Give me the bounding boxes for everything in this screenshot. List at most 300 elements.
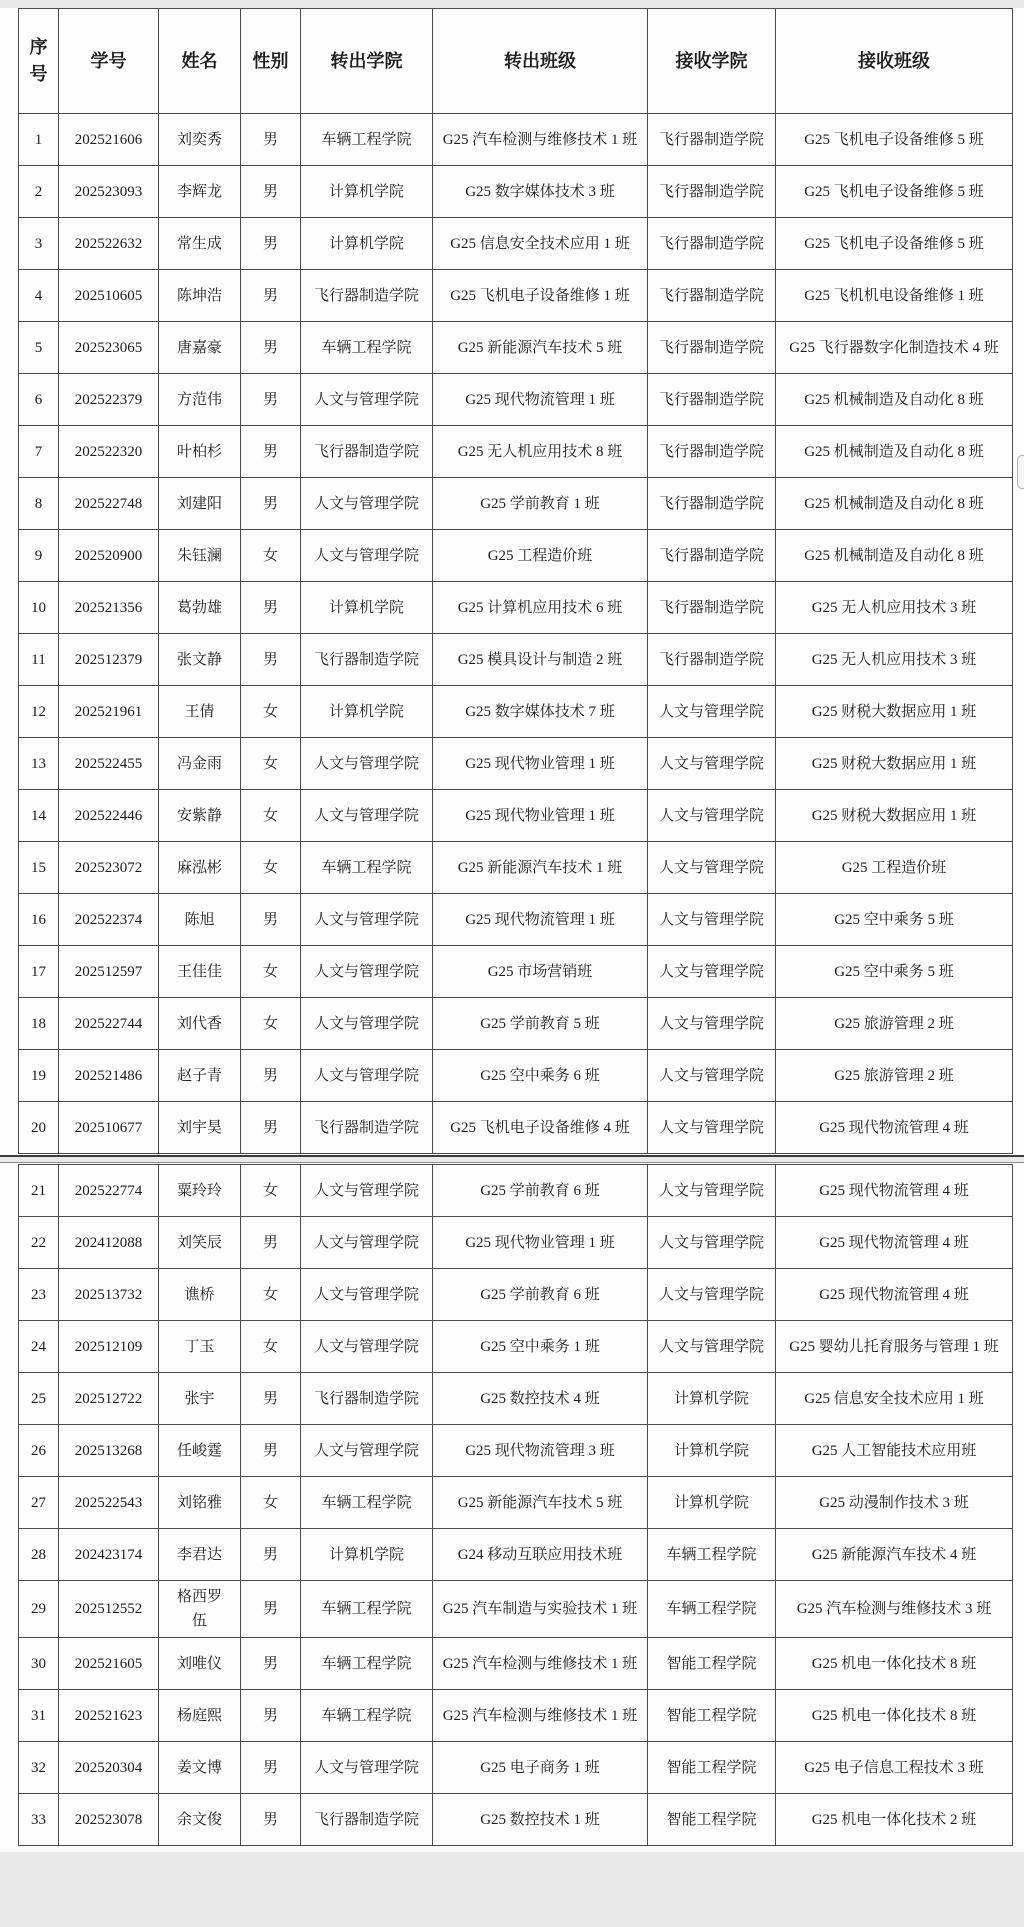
cell-name: 刘代香 [159, 998, 241, 1050]
cell-from-college: 车辆工程学院 [301, 322, 433, 374]
cell-gender: 男 [241, 1425, 301, 1477]
cell-index: 19 [19, 1050, 59, 1102]
cell-from-class: G25 信息安全技术应用 1 班 [433, 218, 648, 270]
cell-name: 王倩 [159, 686, 241, 738]
cell-to-class: G25 财税大数据应用 1 班 [776, 790, 1013, 842]
table-row [19, 166, 1013, 218]
cell-to-class: G25 机械制造及自动化 8 班 [776, 374, 1013, 426]
cell-from-class: G25 模具设计与制造 2 班 [433, 634, 648, 686]
cell-to-class: G25 现代物流管理 4 班 [776, 1217, 1013, 1269]
cell-from-college: 人文与管理学院 [301, 478, 433, 530]
cell-name: 刘唯仪 [159, 1638, 241, 1690]
cell-student-id: 202522774 [59, 1165, 159, 1217]
cell-from-college: 车辆工程学院 [301, 1477, 433, 1529]
cell-to-class: G25 婴幼儿托育服务与管理 1 班 [776, 1321, 1013, 1373]
cell-to-class: G25 机电一体化技术 2 班 [776, 1794, 1013, 1846]
cell-to-college: 人文与管理学院 [648, 842, 776, 894]
cell-to-class: G25 机械制造及自动化 8 班 [776, 426, 1013, 478]
cell-to-college: 人文与管理学院 [648, 1165, 776, 1217]
cell-to-class: G25 空中乘务 5 班 [776, 894, 1013, 946]
cell-student-id: 202522543 [59, 1477, 159, 1529]
cell-to-college: 人文与管理学院 [648, 1321, 776, 1373]
cell-from-college: 车辆工程学院 [301, 842, 433, 894]
cell-name: 王佳佳 [159, 946, 241, 998]
cell-from-college: 人文与管理学院 [301, 738, 433, 790]
cell-from-class: G25 数控技术 1 班 [433, 1794, 648, 1846]
cell-gender: 男 [241, 426, 301, 478]
cell-student-id: 202513732 [59, 1269, 159, 1321]
cell-from-class: G25 新能源汽车技术 1 班 [433, 842, 648, 894]
cell-gender: 女 [241, 1165, 301, 1217]
table-row [19, 322, 1013, 374]
cell-gender: 男 [241, 634, 301, 686]
cell-student-id: 202423174 [59, 1529, 159, 1581]
table-row [19, 1217, 1013, 1269]
table-row [19, 634, 1013, 686]
cell-to-college: 人文与管理学院 [648, 1102, 776, 1154]
cell-student-id: 202520304 [59, 1742, 159, 1794]
cell-from-college: 人文与管理学院 [301, 998, 433, 1050]
cell-gender: 女 [241, 1321, 301, 1373]
cell-to-college: 飞行器制造学院 [648, 270, 776, 322]
cell-index: 27 [19, 1477, 59, 1529]
cell-gender: 女 [241, 998, 301, 1050]
cell-from-class: G25 新能源汽车技术 5 班 [433, 1477, 648, 1529]
cell-name: 刘笑辰 [159, 1217, 241, 1269]
column-header-from-class: 转出班级 [433, 9, 648, 114]
transfer-table-page-2 [18, 1164, 1013, 1846]
cell-gender: 男 [241, 166, 301, 218]
table-row [19, 530, 1013, 582]
transfer-table-page-1 [18, 8, 1013, 1154]
table-row [19, 1102, 1013, 1154]
cell-student-id: 202521605 [59, 1638, 159, 1690]
cell-to-college: 飞行器制造学院 [648, 426, 776, 478]
table-row [19, 478, 1013, 530]
cell-gender: 男 [241, 1638, 301, 1690]
table-row [19, 218, 1013, 270]
column-header-gender: 性别 [241, 9, 301, 114]
cell-to-college: 飞行器制造学院 [648, 530, 776, 582]
document-page-2 [0, 1162, 1024, 1852]
cell-index: 22 [19, 1217, 59, 1269]
cell-from-college: 计算机学院 [301, 166, 433, 218]
cell-name: 方范伟 [159, 374, 241, 426]
cell-from-class: G25 空中乘务 1 班 [433, 1321, 648, 1373]
cell-to-college: 智能工程学院 [648, 1638, 776, 1690]
cell-name: 葛勃雄 [159, 582, 241, 634]
cell-name: 唐嘉豪 [159, 322, 241, 374]
cell-to-class: G25 动漫制作技术 3 班 [776, 1477, 1013, 1529]
cell-from-college: 人文与管理学院 [301, 1269, 433, 1321]
cell-to-college: 车辆工程学院 [648, 1581, 776, 1638]
cell-index: 10 [19, 582, 59, 634]
cell-gender: 男 [241, 114, 301, 166]
table-row [19, 946, 1013, 998]
cell-from-class: G25 飞机电子设备维修 4 班 [433, 1102, 648, 1154]
cell-to-class: G25 信息安全技术应用 1 班 [776, 1373, 1013, 1425]
table-row [19, 998, 1013, 1050]
cell-gender: 男 [241, 1529, 301, 1581]
scrollbar-thumb[interactable] [1017, 455, 1024, 489]
cell-to-college: 计算机学院 [648, 1425, 776, 1477]
cell-name: 朱钰澜 [159, 530, 241, 582]
cell-index: 30 [19, 1638, 59, 1690]
cell-to-class: G25 飞机电子设备维修 5 班 [776, 166, 1013, 218]
table-row [19, 738, 1013, 790]
cell-to-college: 人文与管理学院 [648, 1050, 776, 1102]
cell-from-class: G25 汽车检测与维修技术 1 班 [433, 1638, 648, 1690]
cell-name: 格西罗伍 [159, 1581, 241, 1638]
cell-gender: 男 [241, 1690, 301, 1742]
cell-from-class: G25 现代物流管理 1 班 [433, 374, 648, 426]
cell-index: 1 [19, 114, 59, 166]
cell-to-class: G25 人工智能技术应用班 [776, 1425, 1013, 1477]
cell-to-class: G25 现代物流管理 4 班 [776, 1165, 1013, 1217]
cell-index: 18 [19, 998, 59, 1050]
column-header-student-id: 学号 [59, 9, 159, 114]
cell-index: 29 [19, 1581, 59, 1638]
cell-from-college: 人文与管理学院 [301, 374, 433, 426]
table-row [19, 1321, 1013, 1373]
cell-from-college: 飞行器制造学院 [301, 426, 433, 478]
cell-index: 5 [19, 322, 59, 374]
cell-gender: 男 [241, 1373, 301, 1425]
cell-from-college: 人文与管理学院 [301, 894, 433, 946]
cell-index: 8 [19, 478, 59, 530]
cell-index: 11 [19, 634, 59, 686]
table-row [19, 842, 1013, 894]
cell-from-class: G25 飞机电子设备维修 1 班 [433, 270, 648, 322]
cell-from-class: G25 现代物流管理 1 班 [433, 894, 648, 946]
cell-to-college: 飞行器制造学院 [648, 166, 776, 218]
cell-name: 谯桥 [159, 1269, 241, 1321]
cell-gender: 男 [241, 1050, 301, 1102]
column-header-index: 序号 [19, 9, 59, 114]
cell-gender: 男 [241, 478, 301, 530]
cell-to-college: 人文与管理学院 [648, 686, 776, 738]
cell-student-id: 202522320 [59, 426, 159, 478]
cell-to-college: 车辆工程学院 [648, 1529, 776, 1581]
cell-from-college: 车辆工程学院 [301, 1638, 433, 1690]
cell-from-college: 人文与管理学院 [301, 530, 433, 582]
cell-index: 17 [19, 946, 59, 998]
cell-index: 32 [19, 1742, 59, 1794]
cell-index: 23 [19, 1269, 59, 1321]
cell-to-class: G25 无人机应用技术 3 班 [776, 634, 1013, 686]
cell-from-class: G25 现代物业管理 1 班 [433, 738, 648, 790]
cell-from-class: G25 新能源汽车技术 5 班 [433, 322, 648, 374]
cell-from-college: 飞行器制造学院 [301, 634, 433, 686]
cell-student-id: 202522379 [59, 374, 159, 426]
cell-name: 张文静 [159, 634, 241, 686]
cell-from-class: G25 现代物流管理 3 班 [433, 1425, 648, 1477]
table-row [19, 1529, 1013, 1581]
cell-student-id: 202510605 [59, 270, 159, 322]
cell-to-class: G25 汽车检测与维修技术 3 班 [776, 1581, 1013, 1638]
cell-to-class: G25 机电一体化技术 8 班 [776, 1690, 1013, 1742]
cell-from-college: 人文与管理学院 [301, 1050, 433, 1102]
cell-from-college: 人文与管理学院 [301, 946, 433, 998]
cell-index: 2 [19, 166, 59, 218]
cell-to-college: 飞行器制造学院 [648, 218, 776, 270]
table-row [19, 1581, 1013, 1638]
cell-index: 4 [19, 270, 59, 322]
cell-index: 21 [19, 1165, 59, 1217]
cell-to-class: G25 旅游管理 2 班 [776, 998, 1013, 1050]
cell-to-college: 智能工程学院 [648, 1690, 776, 1742]
cell-to-college: 人文与管理学院 [648, 998, 776, 1050]
cell-index: 6 [19, 374, 59, 426]
cell-from-college: 飞行器制造学院 [301, 1794, 433, 1846]
cell-name: 粟玲玲 [159, 1165, 241, 1217]
cell-student-id: 202522455 [59, 738, 159, 790]
cell-index: 15 [19, 842, 59, 894]
cell-student-id: 202512109 [59, 1321, 159, 1373]
cell-student-id: 202512552 [59, 1581, 159, 1638]
cell-name: 常生成 [159, 218, 241, 270]
cell-to-college: 飞行器制造学院 [648, 322, 776, 374]
cell-student-id: 202523078 [59, 1794, 159, 1846]
cell-to-college: 飞行器制造学院 [648, 478, 776, 530]
cell-name: 姜文博 [159, 1742, 241, 1794]
cell-from-college: 车辆工程学院 [301, 1690, 433, 1742]
cell-gender: 男 [241, 270, 301, 322]
cell-name: 安紫静 [159, 790, 241, 842]
cell-student-id: 202522748 [59, 478, 159, 530]
cell-gender: 女 [241, 738, 301, 790]
cell-student-id: 202522632 [59, 218, 159, 270]
cell-index: 31 [19, 1690, 59, 1742]
table-row [19, 1690, 1013, 1742]
cell-to-class: G25 电子信息工程技术 3 班 [776, 1742, 1013, 1794]
cell-to-class: G25 财税大数据应用 1 班 [776, 686, 1013, 738]
cell-name: 陈坤浩 [159, 270, 241, 322]
cell-name: 李君达 [159, 1529, 241, 1581]
cell-name: 张宇 [159, 1373, 241, 1425]
cell-name: 麻泓彬 [159, 842, 241, 894]
cell-to-class: G25 机械制造及自动化 8 班 [776, 530, 1013, 582]
cell-to-college: 智能工程学院 [648, 1794, 776, 1846]
cell-index: 14 [19, 790, 59, 842]
cell-to-college: 飞行器制造学院 [648, 374, 776, 426]
cell-name: 刘奕秀 [159, 114, 241, 166]
cell-gender: 男 [241, 374, 301, 426]
table-header-row [19, 9, 1013, 114]
table-row [19, 426, 1013, 478]
column-header-to-class: 接收班级 [776, 9, 1013, 114]
cell-from-class: G25 计算机应用技术 6 班 [433, 582, 648, 634]
cell-index: 3 [19, 218, 59, 270]
cell-student-id: 202523093 [59, 166, 159, 218]
cell-student-id: 202522446 [59, 790, 159, 842]
table-row [19, 894, 1013, 946]
cell-gender: 女 [241, 946, 301, 998]
cell-student-id: 202512722 [59, 1373, 159, 1425]
cell-from-college: 人文与管理学院 [301, 1425, 433, 1477]
cell-student-id: 202513268 [59, 1425, 159, 1477]
cell-student-id: 202523065 [59, 322, 159, 374]
cell-index: 12 [19, 686, 59, 738]
column-header-name: 姓名 [159, 9, 241, 114]
cell-gender: 女 [241, 530, 301, 582]
cell-index: 9 [19, 530, 59, 582]
cell-from-class: G25 学前教育 6 班 [433, 1165, 648, 1217]
cell-gender: 女 [241, 790, 301, 842]
table-row [19, 270, 1013, 322]
cell-from-class: G25 汽车检测与维修技术 1 班 [433, 114, 648, 166]
cell-to-college: 计算机学院 [648, 1477, 776, 1529]
cell-gender: 男 [241, 1581, 301, 1638]
table-row [19, 1794, 1013, 1846]
cell-student-id: 202510677 [59, 1102, 159, 1154]
cell-gender: 女 [241, 1269, 301, 1321]
cell-to-class: G25 机械制造及自动化 8 班 [776, 478, 1013, 530]
cell-to-college: 人文与管理学院 [648, 946, 776, 998]
cell-from-class: G25 现代物业管理 1 班 [433, 1217, 648, 1269]
cell-from-class: G25 学前教育 5 班 [433, 998, 648, 1050]
cell-to-class: G25 工程造价班 [776, 842, 1013, 894]
cell-student-id: 202521606 [59, 114, 159, 166]
table-row [19, 1742, 1013, 1794]
cell-student-id: 202523072 [59, 842, 159, 894]
table-row [19, 1373, 1013, 1425]
cell-gender: 女 [241, 1477, 301, 1529]
cell-student-id: 202521356 [59, 582, 159, 634]
cell-from-college: 车辆工程学院 [301, 114, 433, 166]
cell-from-college: 人文与管理学院 [301, 1165, 433, 1217]
cell-index: 24 [19, 1321, 59, 1373]
cell-name: 刘建阳 [159, 478, 241, 530]
cell-index: 16 [19, 894, 59, 946]
cell-from-class: G25 无人机应用技术 8 班 [433, 426, 648, 478]
cell-name: 余文俊 [159, 1794, 241, 1846]
cell-student-id: 202522744 [59, 998, 159, 1050]
cell-from-class: G25 数字媒体技术 3 班 [433, 166, 648, 218]
cell-from-class: G25 数控技术 4 班 [433, 1373, 648, 1425]
column-header-to-college: 接收学院 [648, 9, 776, 114]
cell-gender: 男 [241, 1794, 301, 1846]
cell-to-college: 飞行器制造学院 [648, 634, 776, 686]
cell-gender: 男 [241, 1742, 301, 1794]
cell-index: 26 [19, 1425, 59, 1477]
cell-name: 叶柏杉 [159, 426, 241, 478]
cell-from-class: G25 学前教育 6 班 [433, 1269, 648, 1321]
cell-to-class: G25 无人机应用技术 3 班 [776, 582, 1013, 634]
cell-index: 25 [19, 1373, 59, 1425]
cell-to-class: G25 飞行器数字化制造技术 4 班 [776, 322, 1013, 374]
table-row [19, 790, 1013, 842]
cell-from-college: 人文与管理学院 [301, 1321, 433, 1373]
cell-from-class: G25 市场营销班 [433, 946, 648, 998]
cell-name: 陈旭 [159, 894, 241, 946]
cell-to-class: G25 空中乘务 5 班 [776, 946, 1013, 998]
cell-index: 13 [19, 738, 59, 790]
table-row [19, 1050, 1013, 1102]
cell-gender: 男 [241, 218, 301, 270]
cell-from-college: 计算机学院 [301, 1529, 433, 1581]
cell-to-college: 计算机学院 [648, 1373, 776, 1425]
cell-name: 刘宇昊 [159, 1102, 241, 1154]
table-row [19, 1477, 1013, 1529]
cell-name: 杨庭熙 [159, 1690, 241, 1742]
cell-to-class: G25 新能源汽车技术 4 班 [776, 1529, 1013, 1581]
cell-student-id: 202512597 [59, 946, 159, 998]
cell-from-class: G24 移动互联应用技术班 [433, 1529, 648, 1581]
cell-to-class: G25 现代物流管理 4 班 [776, 1102, 1013, 1154]
cell-from-college: 人文与管理学院 [301, 1742, 433, 1794]
cell-to-college: 人文与管理学院 [648, 790, 776, 842]
document-page-1 [0, 8, 1024, 1157]
cell-to-college: 人文与管理学院 [648, 894, 776, 946]
cell-index: 7 [19, 426, 59, 478]
cell-student-id: 202522374 [59, 894, 159, 946]
cell-to-class: G25 旅游管理 2 班 [776, 1050, 1013, 1102]
cell-to-class: G25 现代物流管理 4 班 [776, 1269, 1013, 1321]
table-row [19, 1269, 1013, 1321]
cell-to-college: 智能工程学院 [648, 1742, 776, 1794]
cell-from-college: 人文与管理学院 [301, 1217, 433, 1269]
cell-from-college: 计算机学院 [301, 218, 433, 270]
cell-from-class: G25 汽车制造与实验技术 1 班 [433, 1581, 648, 1638]
cell-student-id: 202521623 [59, 1690, 159, 1742]
table-row [19, 686, 1013, 738]
cell-student-id: 202521961 [59, 686, 159, 738]
cell-from-college: 车辆工程学院 [301, 1581, 433, 1638]
cell-student-id: 202520900 [59, 530, 159, 582]
cell-from-class: G25 工程造价班 [433, 530, 648, 582]
column-header-from-college: 转出学院 [301, 9, 433, 114]
table-row [19, 582, 1013, 634]
cell-name: 赵子青 [159, 1050, 241, 1102]
cell-to-class: G25 飞机机电设备维修 1 班 [776, 270, 1013, 322]
cell-name: 任峻霆 [159, 1425, 241, 1477]
cell-from-class: G25 汽车检测与维修技术 1 班 [433, 1690, 648, 1742]
cell-name: 刘铭雅 [159, 1477, 241, 1529]
cell-from-college: 飞行器制造学院 [301, 1102, 433, 1154]
cell-from-college: 人文与管理学院 [301, 790, 433, 842]
cell-student-id: 202512379 [59, 634, 159, 686]
table-row [19, 1638, 1013, 1690]
cell-name: 丁玉 [159, 1321, 241, 1373]
cell-to-college: 人文与管理学院 [648, 1217, 776, 1269]
cell-from-class: G25 空中乘务 6 班 [433, 1050, 648, 1102]
cell-index: 33 [19, 1794, 59, 1846]
cell-from-college: 计算机学院 [301, 686, 433, 738]
cell-gender: 女 [241, 686, 301, 738]
cell-gender: 男 [241, 894, 301, 946]
cell-index: 28 [19, 1529, 59, 1581]
cell-from-class: G25 数字媒体技术 7 班 [433, 686, 648, 738]
cell-from-class: G25 学前教育 1 班 [433, 478, 648, 530]
cell-to-class: G25 机电一体化技术 8 班 [776, 1638, 1013, 1690]
table-row [19, 1165, 1013, 1217]
cell-to-college: 人文与管理学院 [648, 1269, 776, 1321]
table-row [19, 374, 1013, 426]
cell-from-college: 飞行器制造学院 [301, 270, 433, 322]
cell-index: 20 [19, 1102, 59, 1154]
cell-name: 冯金雨 [159, 738, 241, 790]
cell-from-class: G25 现代物业管理 1 班 [433, 790, 648, 842]
cell-student-id: 202412088 [59, 1217, 159, 1269]
table-row [19, 114, 1013, 166]
cell-gender: 男 [241, 582, 301, 634]
cell-gender: 女 [241, 842, 301, 894]
cell-to-college: 飞行器制造学院 [648, 582, 776, 634]
table-row [19, 1425, 1013, 1477]
cell-to-class: G25 财税大数据应用 1 班 [776, 738, 1013, 790]
cell-from-college: 计算机学院 [301, 582, 433, 634]
